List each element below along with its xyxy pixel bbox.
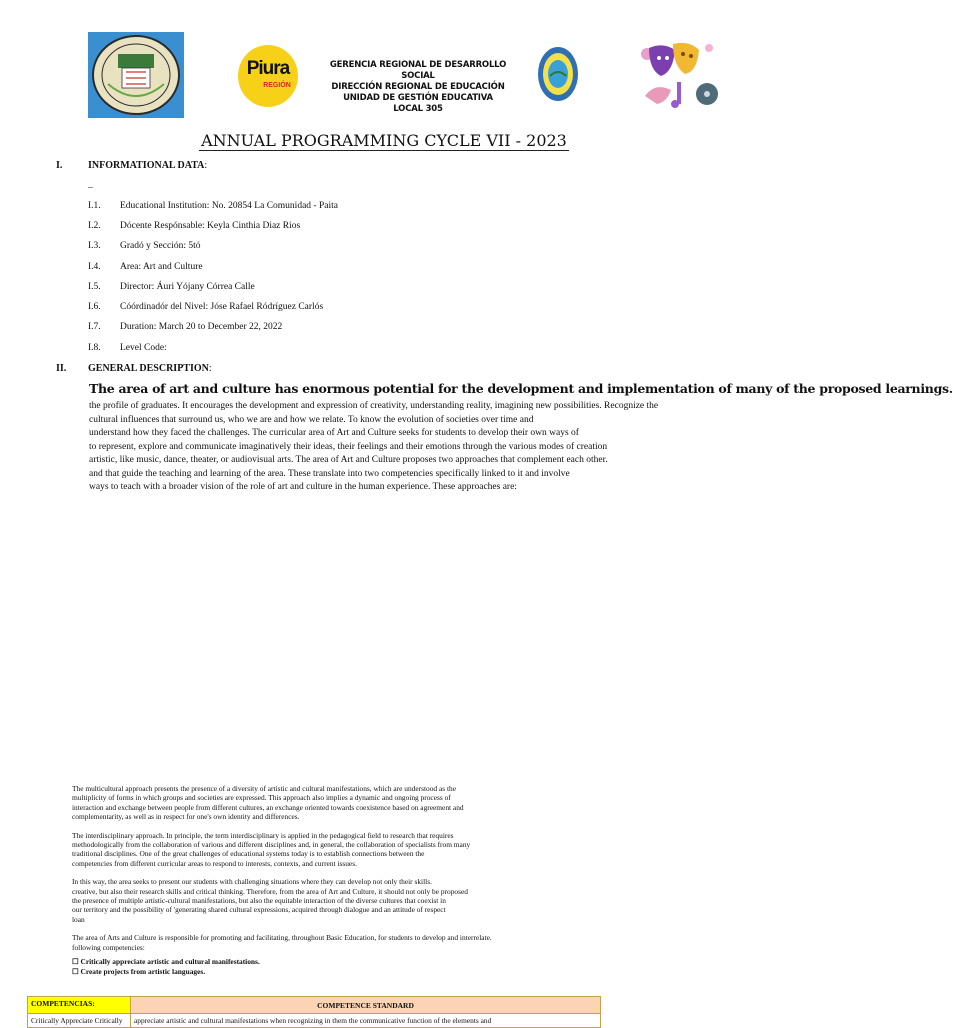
school-seal-logo xyxy=(88,32,184,118)
ugel-seal-logo xyxy=(537,46,579,102)
info-item: I.8. Level Code: xyxy=(88,343,167,353)
piura-region-logo xyxy=(237,44,299,108)
competency-cell: Critically Appreciate Critically xyxy=(28,1014,131,1028)
section-1-dash: _ xyxy=(88,180,93,190)
general-description-paragraph xyxy=(89,400,729,495)
org-line-3: UNIDAD DE GESTIÓN EDUCATIVA LOCAL 305 xyxy=(343,93,493,114)
org-line-1: GERENCIA REGIONAL DE DESARROLLO SOCIAL xyxy=(329,60,507,81)
competency-item: ☐ Create projects from artistic languages. xyxy=(72,966,206,976)
paragraph-line: to represent, explore and communicate imaginatively their ideas, their feelings and their emotions through the various modes of creation xyxy=(89,441,608,452)
table-row xyxy=(28,1014,601,1028)
in-this-way-paragraph: In this way, the area seeks to present our students with challenging situations where they can develop not only their skills. creative, but also their research skills and critical thinking. Therefore, from the area of Art and Culture, it should not only be proposed the presence of multiple artistic-cultural manifestations, but also the equitable interaction of the diverse cultures that coexist in our territory and the possibility of 'generating shared cultural expressions, acquired through dialogue and an attitude of respect loan xyxy=(72,877,468,924)
info-item: I.2. Dócente Respónsable: Keyla Cinthia Diaz Rios xyxy=(88,221,301,231)
info-item: I.4. Area: Art and Culture xyxy=(88,262,203,272)
paragraph-line: the profile of graduates. It encourages the development and expression of creativity, understanding reality, imagining new possibilities. Recognize the xyxy=(89,401,659,411)
info-item: I.3. Gradó y Sección: 5tó xyxy=(88,241,201,251)
piura-logo-text: Piura xyxy=(246,58,290,79)
section-1-heading: INFORMATIONAL DATA: xyxy=(88,160,208,171)
standard-cell: appreciate artistic and cultural manifestations when recognizing in them the communicative function of the elements and xyxy=(131,1014,601,1028)
table-header-row xyxy=(28,997,601,1014)
info-item: I.6. Cóórdinadór del Nivel: Jóse Rafael Ródríguez Carlós xyxy=(88,302,324,312)
info-item: I.5. Director: Áuri Yójany Córrea Calle xyxy=(88,282,255,292)
interdisciplinary-approach: The interdisciplinary approach. In principle, the term interdisciplinary is applied in the pedagogical field to research that requires methodologically from the collaboration of various and different disciplines and, in general, the collaboration of specialists from many traditional disciplines. One of the great challenges of educational systems today is to establish connections between the competencies from different curricular areas to respond to interests, contexts, and current issues. xyxy=(72,830,471,868)
responsible-paragraph: The area of Arts and Culture is responsible for promoting and facilitating, throughout Basic Education, for students to develop and interrelate. following competencies: xyxy=(72,933,492,952)
competency-item: ☐ Critically appreciate artistic and cultural manifestations. xyxy=(72,957,260,966)
info-item: I.7. Duration: March 20 to December 22, 2022 xyxy=(88,322,283,332)
competence-table xyxy=(27,996,601,1028)
org-line-2: DIRECCIÓN REGIONAL DE EDUCACIÓN xyxy=(331,82,505,92)
section-2-number: II. xyxy=(56,363,67,374)
approaches-text xyxy=(72,784,562,954)
document-title: ANNUAL PROGRAMMING CYCLE VII - 2023 xyxy=(201,131,567,150)
general-description-lead: The area of art and culture has enormous potential for the development and implementation of many of the proposed learnings. xyxy=(89,381,953,396)
paragraph-line: ways to teach with a broader vision of the role of art and culture in the human experience. These approaches are: xyxy=(89,482,517,492)
multicultural-approach: The multicultural approach presents the presence of a diversity of artistic and cultural manifestations, which are understood as the multiplicity of forms in which groups and societies are expressed. This approach also implies a dynamic and ongoing process of interaction and exchange between people from different cultures, an exchange oriented towards coexistence based on agreement and complementarity, as well as in respect for one's own identity and differences. xyxy=(72,784,464,822)
arts-masks-logo xyxy=(637,40,721,116)
paragraph-line: and that guide the teaching and learning of the area. These translate into two competencies specifically linked to it and involve xyxy=(89,468,570,479)
info-item: I.1. Educational Institution: No. 20854 La Comunidad - Paita xyxy=(88,201,338,211)
paragraph-line: cultural influences that surround us, who we are and how we relate. To know the evolution of societies over time and xyxy=(89,414,534,425)
paragraph-line: artistic, like music, dance, theater, or audiovisual arts. The area of Art and Culture proposes two approaches that complement each other. xyxy=(89,455,608,465)
section-1-number: I. xyxy=(56,160,63,171)
paragraph-line: understand how they faced the challenges. The curricular area of Art and Culture seeks for students to develop their own ways of xyxy=(89,428,579,438)
competencies-list xyxy=(72,957,260,976)
competencias-header: COMPETENCIAS: xyxy=(28,997,131,1014)
piura-logo-subtext: REGIÓN xyxy=(263,82,291,89)
competence-standard-header: COMPETENCE STANDARD xyxy=(131,997,601,1014)
organization-header xyxy=(328,60,508,115)
section-2-heading: GENERAL DESCRIPTION: xyxy=(88,363,212,374)
